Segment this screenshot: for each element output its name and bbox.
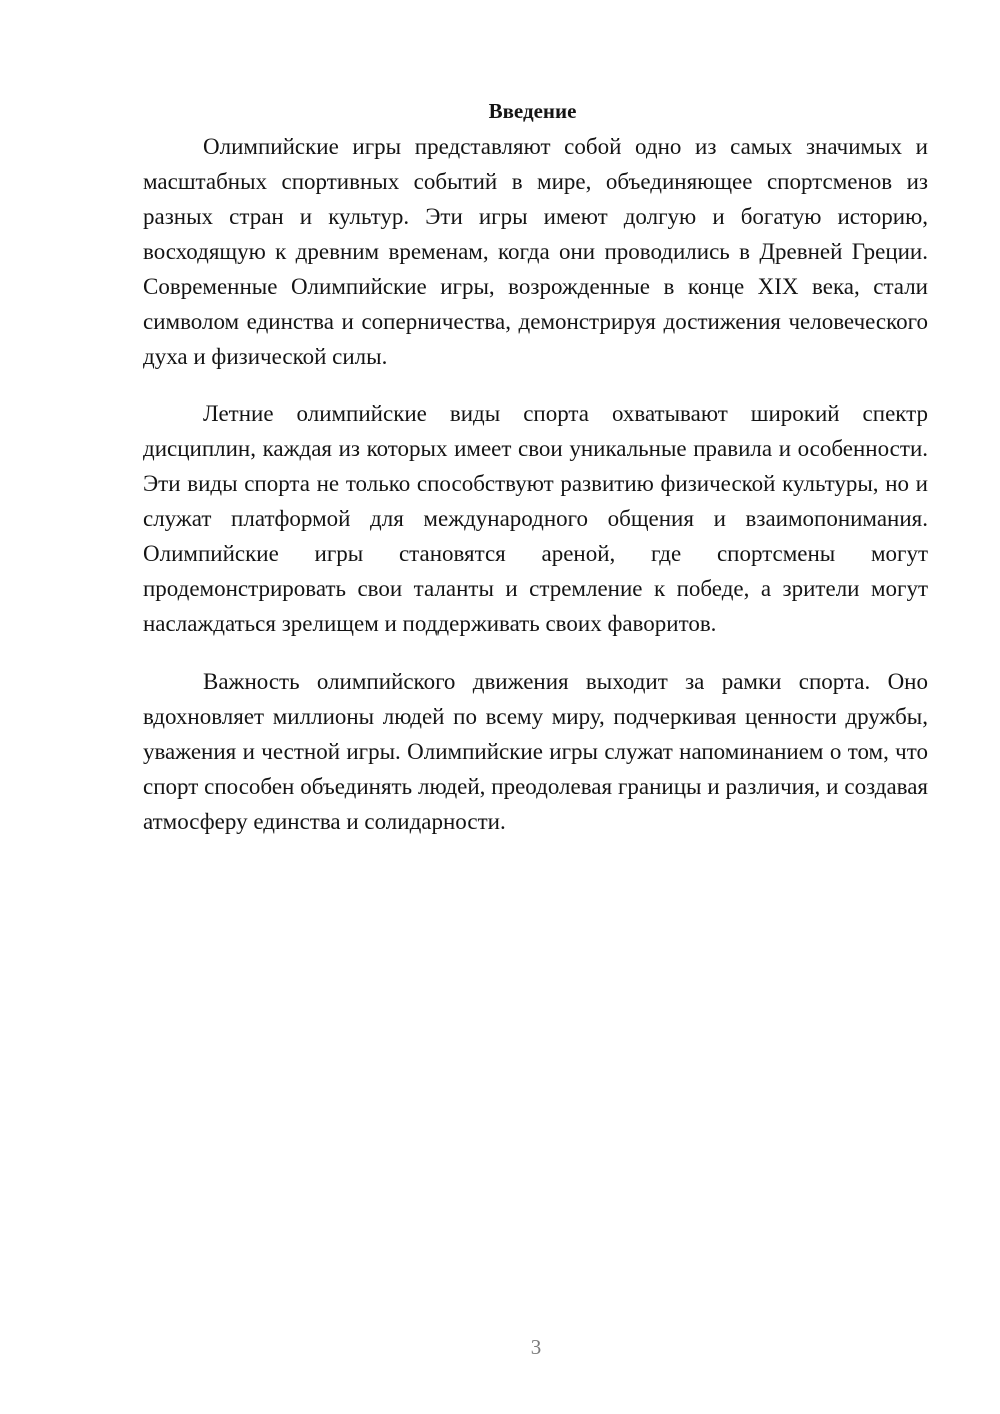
page-number: 3 [530,1335,542,1359]
paragraph-2: Летние олимпийские виды спорта охватывают широкий спектр дисциплин, каждая из которых имеет свои уникальные правила и особенности. Эти виды спорта не только способствуют развитию физической культуры, но и служат платформой для международного общения и взаимопонимания. Олимпийские игры становятся ареной, где спортсмены могут продемонстрировать свои таланты и стремление к победе, а зрители могут наслаждаться зрелищем и поддерживать своих фаворитов. [143,401,928,636]
paragraph-3: Важность олимпийского движения выходит за рамки спорта. Оно вдохновляет миллионы людей по всему миру, подчеркивая ценности дружбы, уважения и честной игры. Олимпийские игры служат напоминанием о том, что спорт способен объединять людей, преодолевая границы и различия, и создавая атмосферу единства и солидарности. [143,669,928,834]
page-content [143,96,928,839]
section-heading: Введение [488,99,577,123]
paragraph-1: Олимпийские игры представляют собой одно из самых значимых и масштабных спортивных событий в мире, объединяющее спортсменов из разных стран и культур. Эти игры имеют долгую и богатую историю, восходящую к древним временам, когда они проводились в Древней Греции. Современные Олимпийские игры, возрожденные в конце XIX века, стали символом единства и соперничества, демонстрируя достижения человеческого духа и физической силы. [143,134,928,369]
